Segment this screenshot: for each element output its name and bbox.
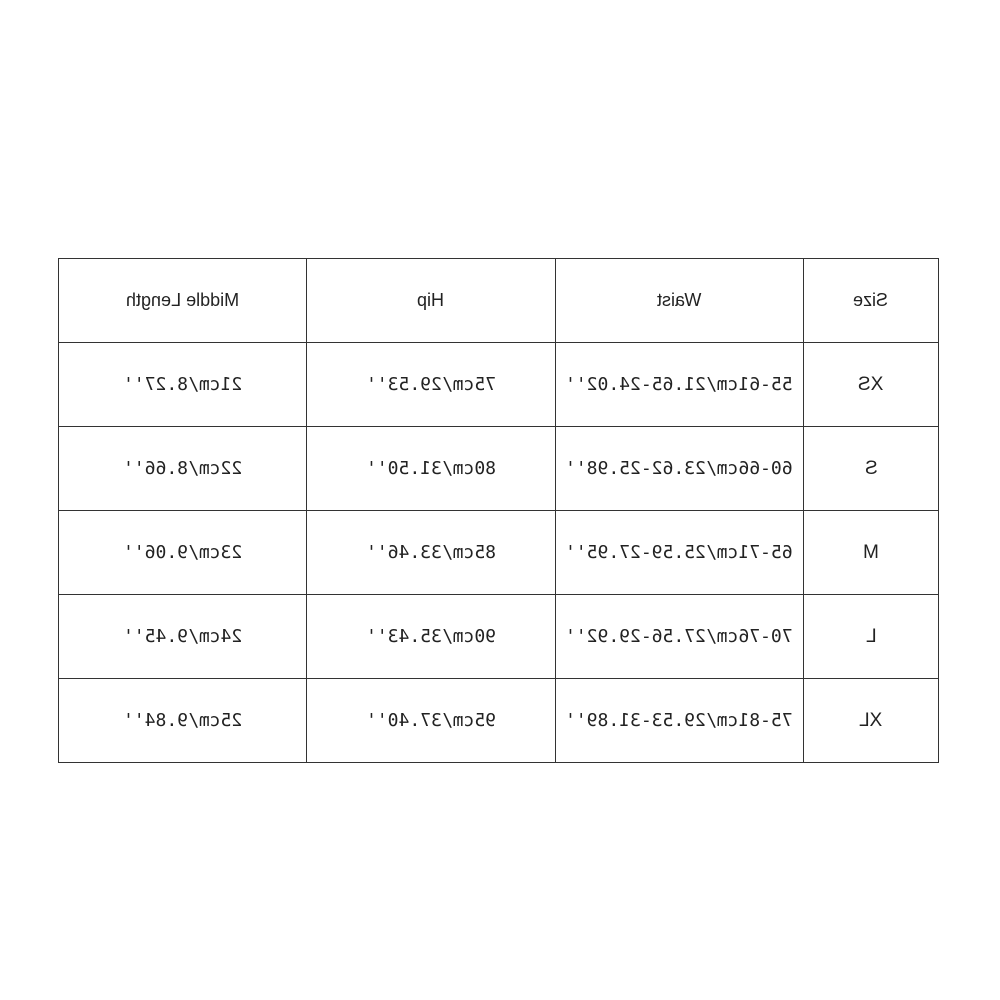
header-hip-label: Hip — [417, 290, 445, 310]
cell-hip — [307, 427, 555, 511]
cell-waist — [555, 595, 803, 679]
size-value: XS — [858, 373, 884, 395]
table-header-row — [59, 259, 939, 343]
waist-value: 60-66cm/23.62-25.98'' — [565, 458, 793, 479]
size-value: S — [864, 457, 878, 479]
header-waist — [555, 259, 803, 343]
cell-size — [803, 427, 938, 511]
size-value: L — [865, 625, 877, 647]
waist-value: 70-76cm/27.56-29.92'' — [565, 626, 793, 647]
cell-hip — [307, 679, 555, 763]
hip-value: 95cm/37.40'' — [365, 710, 496, 731]
waist-value: 65-71cm/25.59-27.95'' — [565, 542, 793, 563]
cell-hip — [307, 343, 555, 427]
cell-hip — [307, 511, 555, 595]
header-waist-label: Waist — [657, 290, 702, 310]
middle-length-value: 23cm/9.06'' — [123, 542, 243, 563]
size-value: M — [863, 541, 879, 563]
hip-value: 90cm/35.43'' — [365, 626, 496, 647]
waist-value: 75-81cm/29.53-31.89'' — [565, 710, 793, 731]
header-middle-length-label: Middle Length — [126, 290, 240, 310]
waist-value: 55-61cm/21.65-24.02'' — [565, 374, 793, 395]
size-value: XL — [859, 709, 883, 731]
cell-middle-length — [59, 679, 307, 763]
cell-middle-length — [59, 427, 307, 511]
header-size-label: Size — [853, 290, 889, 310]
hip-value: 85cm/33.46'' — [365, 542, 496, 563]
table-row — [59, 511, 939, 595]
cell-middle-length — [59, 595, 307, 679]
table-row — [59, 343, 939, 427]
size-chart-table — [58, 258, 939, 763]
hip-value: 75cm/29.53'' — [365, 374, 496, 395]
table-row — [59, 679, 939, 763]
hip-value: 80cm/31.50'' — [365, 458, 496, 479]
cell-waist — [555, 679, 803, 763]
cell-size — [803, 595, 938, 679]
cell-waist — [555, 427, 803, 511]
cell-waist — [555, 511, 803, 595]
cell-size — [803, 679, 938, 763]
table-row — [59, 595, 939, 679]
table-row — [59, 427, 939, 511]
header-hip — [307, 259, 555, 343]
cell-middle-length — [59, 511, 307, 595]
header-middle-length — [59, 259, 307, 343]
cell-size — [803, 343, 938, 427]
cell-size — [803, 511, 938, 595]
cell-waist — [555, 343, 803, 427]
header-size — [803, 259, 938, 343]
cell-hip — [307, 595, 555, 679]
middle-length-value: 22cm/8.66'' — [123, 458, 243, 479]
middle-length-value: 21cm/8.27'' — [123, 374, 243, 395]
middle-length-value: 24cm/9.45'' — [123, 626, 243, 647]
cell-middle-length — [59, 343, 307, 427]
middle-length-value: 25cm/9.84'' — [123, 710, 243, 731]
